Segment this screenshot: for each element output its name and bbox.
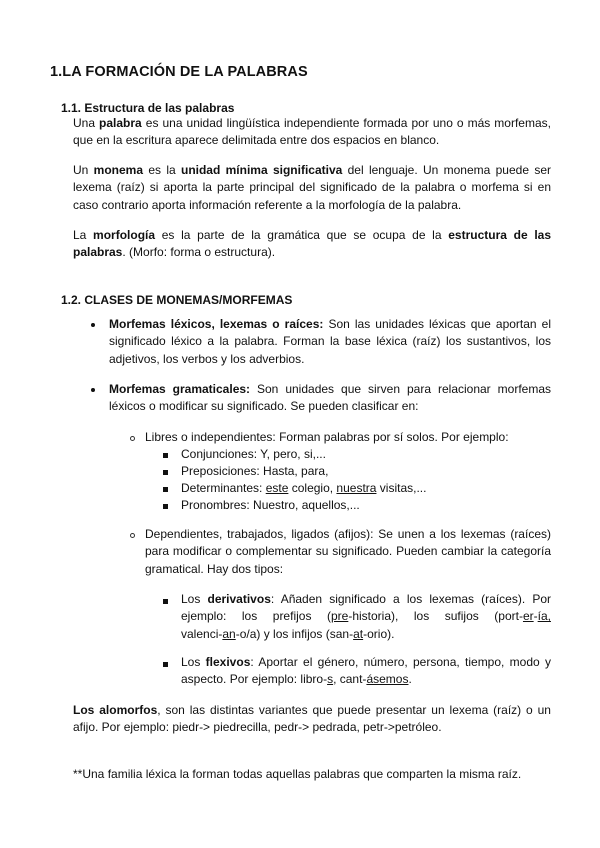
term-morfemas-lexicos: Morfemas léxicos, lexemas o raíces: xyxy=(109,317,324,331)
paragraph-line xyxy=(181,608,551,625)
paragraph-line xyxy=(73,244,551,261)
paragraph-line: lexema (raíz) si aporta la parte principal del significado de la palabra o morfema si en xyxy=(73,180,551,195)
text: valenci- xyxy=(181,626,223,641)
text: : Añaden significado a los lexemas (raíces). Por xyxy=(270,592,551,606)
paragraph-line xyxy=(73,227,551,244)
term-derivativos: derivativos xyxy=(207,592,271,606)
text: : Aportar el género, número, persona, tiempo, modo y xyxy=(250,655,552,669)
paragraph-monema xyxy=(73,162,551,214)
underlined-example: at xyxy=(353,626,364,641)
text: - xyxy=(533,609,538,624)
paragraph-line: gramatical. Hay dos tipos: xyxy=(145,561,284,576)
term-morfemas-gramaticales: Morfemas gramaticales: xyxy=(109,382,251,396)
text: es una unidad lingüística independiente formada por uno o más morfemas, xyxy=(141,116,551,130)
square-bullet xyxy=(163,453,168,458)
text: . xyxy=(408,672,412,687)
text: Los xyxy=(181,655,206,669)
text: , son las distintas variantes que puede presentar un lexema (raíz) o un xyxy=(157,703,551,717)
paragraph-line: para modificar o complementar su significado. Pueden cambiar la categoría xyxy=(145,544,551,559)
term-palabras: palabras xyxy=(73,245,123,260)
paragraph-line: significado léxico a la palabra. Forman la base léxica (raíz) los sustantivos, los xyxy=(109,334,551,349)
underlined-example: pre xyxy=(330,609,349,624)
square-bullet xyxy=(163,470,168,475)
term-flexivos: flexivos xyxy=(205,655,251,669)
term-morfologia: morfología xyxy=(93,228,156,242)
square-bullet xyxy=(163,504,168,509)
text: Son las unidades léxicas que aportan el xyxy=(323,317,551,331)
text: Determinantes: xyxy=(181,481,266,495)
section-heading-1-1: 1.1. Estructura de las palabras xyxy=(61,101,235,115)
section-heading-1-2: 1.2. CLASES DE MONEMAS/MORFEMAS xyxy=(61,293,293,307)
text: -orio). xyxy=(363,626,395,641)
paragraph-line: Dependientes, trabajados, ligados (afijos): Se unen a los lexemas (raíces) xyxy=(145,527,551,541)
text: , cant- xyxy=(333,672,367,687)
list-item-pronombres: Pronombres: Nuestro, aquellos,... xyxy=(181,498,360,512)
paragraph-line: léxicos o modificar su significado. Se pueden clasificar en: xyxy=(109,399,419,414)
text: . (Morfo: forma o estructura). xyxy=(122,245,276,260)
term-unidad-minima: unidad mínima significativa xyxy=(180,163,343,177)
underlined-example: ía, xyxy=(537,609,551,624)
term-monema: monema xyxy=(93,163,144,177)
list-item-conjunciones: Conjunciones: Y, pero, si,... xyxy=(181,447,326,461)
list-item-determinantes xyxy=(181,480,426,497)
text: Un xyxy=(73,163,94,177)
page-title: 1.LA FORMACIÓN DE LA PALABRAS xyxy=(50,64,308,80)
paragraph-line xyxy=(109,316,551,333)
text: ejemplo: los prefijos ( xyxy=(181,609,331,624)
text: visitas,... xyxy=(376,481,427,495)
bullet-dot xyxy=(91,388,95,392)
term-alomorfos: Los alomorfos xyxy=(73,703,158,717)
list-item-derivativos xyxy=(181,591,551,643)
text: del lenguaje. Un monema puede ser xyxy=(342,163,551,177)
underlined-example: nuestra xyxy=(336,481,377,495)
list-item-libres: Libres o independientes: Forman palabras por sí solos. Por ejemplo: xyxy=(145,430,509,444)
footnote: **Una familia léxica la forman todas aquellas palabras que comparten la misma raíz. xyxy=(73,767,522,781)
paragraph-line xyxy=(73,115,551,132)
list-item-dependientes xyxy=(145,526,551,578)
underlined-example: an xyxy=(222,626,236,641)
paragraph-palabra xyxy=(73,115,551,150)
paragraph-line xyxy=(73,162,551,179)
text: -historia), los sufijos (port- xyxy=(348,609,523,624)
list-item-flexivos xyxy=(181,654,551,689)
term-estructura: estructura de las xyxy=(448,228,552,242)
underlined-example: s xyxy=(327,672,334,687)
text: La xyxy=(73,228,94,242)
paragraph-line xyxy=(181,591,551,608)
paragraph-line xyxy=(109,381,551,398)
underlined-example: er xyxy=(522,609,534,624)
underlined-example: ásemos xyxy=(366,672,409,687)
square-bullet xyxy=(163,487,168,492)
text: Una xyxy=(73,116,100,130)
text: aspecto. Por ejemplo: libro- xyxy=(181,672,328,687)
text: -o/a) y los infijos (san- xyxy=(235,626,354,641)
paragraph-line: adjetivos, los verbos y los adverbios. xyxy=(109,351,305,366)
paragraph-morfologia xyxy=(73,227,551,262)
text: es la parte de la gramática que se ocupa de la xyxy=(155,228,449,242)
underlined-example: este xyxy=(265,481,289,495)
paragraph-alomorfos xyxy=(73,702,551,737)
circle-bullet xyxy=(130,533,135,538)
circle-bullet xyxy=(130,436,135,441)
paragraph-line: afijo. Por ejemplo: piedr-> piedrecilla, pedr-> pedrada, petr->petróleo. xyxy=(73,720,442,735)
text: colegio, xyxy=(288,481,337,495)
paragraph-line xyxy=(181,654,551,671)
paragraph-line: que en la escritura aparece delimitada entre dos espacios en blanco. xyxy=(73,133,440,148)
bullet-dot xyxy=(91,323,95,327)
list-item-morfemas-lexicos xyxy=(109,316,551,368)
square-bullet xyxy=(163,662,168,667)
text: es la xyxy=(143,163,181,177)
paragraph-line xyxy=(181,626,551,643)
list-item-morfemas-gramaticales xyxy=(109,381,551,416)
paragraph-line xyxy=(181,671,551,688)
paragraph-line xyxy=(73,702,551,719)
text: Son unidades que sirven para relacionar morfemas xyxy=(250,382,551,396)
list-item-preposiciones: Preposiciones: Hasta, para, xyxy=(181,464,329,478)
term-palabra: palabra xyxy=(99,116,142,130)
paragraph-line: caso contrario aporta información referente a la morfología de la palabra. xyxy=(73,197,462,212)
square-bullet xyxy=(163,599,168,604)
text: Los xyxy=(181,592,208,606)
